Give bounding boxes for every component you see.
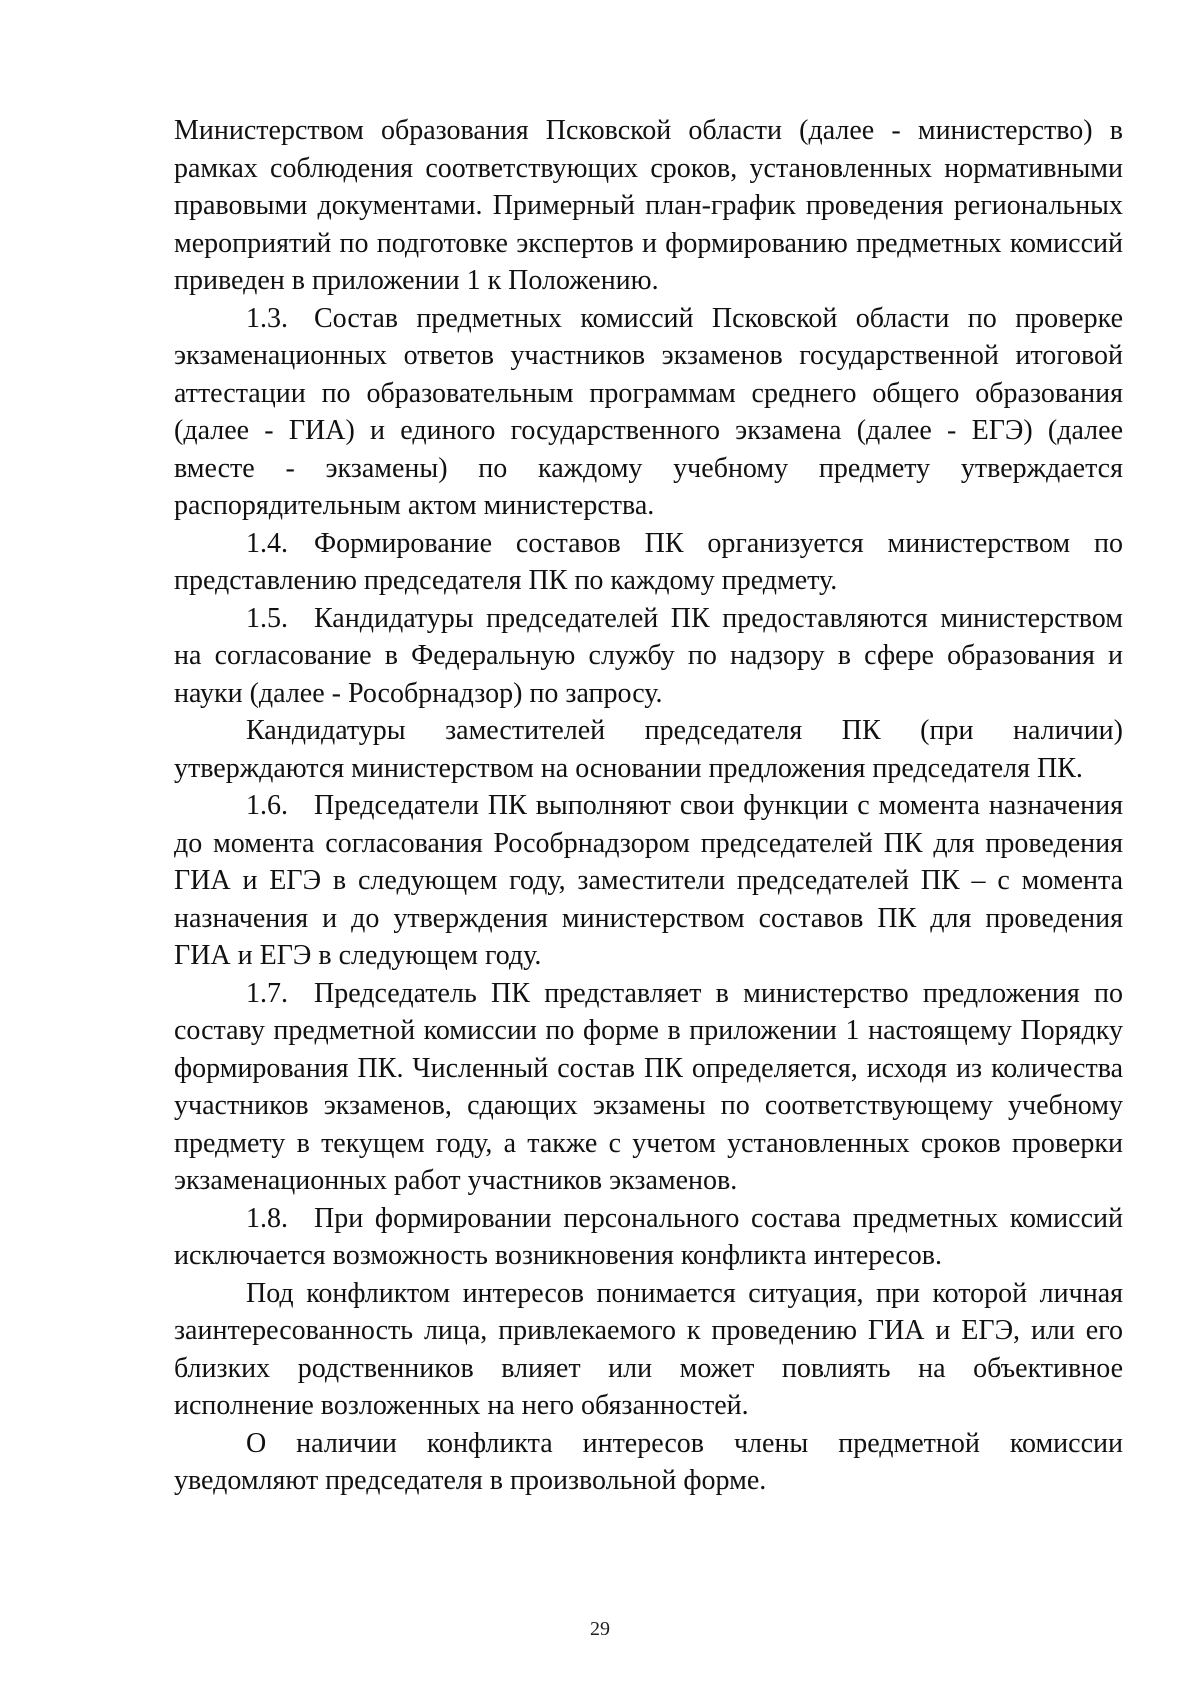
clause-text: Формирование составов ПК организуется министерством по представлению председателя ПК по каждому предмету. xyxy=(174,527,1123,596)
paragraph-1-3 xyxy=(174,300,1123,525)
paragraph-conflict-notice: О наличии конфликта интересов члены предметной комиссии уведомляют председателя в произвольной форме. xyxy=(174,1427,1123,1496)
paragraph-1-6 xyxy=(174,787,1123,975)
document-body xyxy=(174,112,1123,1500)
clause-text: При формировании персонального состава предметных комиссий исключается возможность возникновения конфликта интересов. xyxy=(174,1202,1123,1271)
clause-number: 1.7. xyxy=(246,977,288,1009)
clause-number: 1.3. xyxy=(246,302,288,334)
paragraph-conflict-definition: Под конфликтом интересов понимается ситуация, при которой личная заинтересованность лица, привлекаемого к проведению ГИА и ЕГЭ, или его близких родственников влияет или может повлиять на объективное исполнение возложенных на него обязанностей. xyxy=(174,1277,1123,1421)
paragraph-1-4 xyxy=(174,525,1123,600)
clause-text: Председатели ПК выполняют свои функции с момента назначения до момента согласования Рособрнадзором председателей ПК для проведения ГИА и ЕГЭ в следующем году, заместители председателей ПК – с момента назначения и до утверждения министерством составов ПК для проведения ГИА и ЕГЭ в следующем году. xyxy=(174,790,1123,971)
page-number: 29 xyxy=(590,1618,610,1640)
clause-number: 1.8. xyxy=(246,1202,288,1234)
clause-number: 1.6. xyxy=(246,790,288,821)
paragraph-1-7 xyxy=(174,975,1123,1200)
paragraph-continuation: Министерством образования Псковской области (далее - министерство) в рамках соблюдения соответствующих сроков, установленных нормативными правовыми документами. Примерный план-график проведения региональных мероприятий по подготовке экспертов и формированию предметных комиссий приведен в приложении 1 к Положению. xyxy=(174,115,1123,296)
clause-text: Председатель ПК представляет в министерство предложения по составу предметной комиссии по форме в приложении 1 настоящему Порядку формирования ПК. Численный состав ПК определяется, исходя из количества участников экзаменов, сдающих экзамены по соответствующему учебному предмету в текущем году, а также с учетом установленных сроков проверки экзаменационных работ участников экзаменов. xyxy=(174,977,1123,1196)
paragraph-1-8 xyxy=(174,1200,1123,1275)
clause-text: Кандидатуры председателей ПК предоставляются министерством на согласование в Федеральную службу по надзору в сфере образования и науки (далее - Рособрнадзор) по запросу. xyxy=(174,602,1123,709)
clause-number: 1.5. xyxy=(246,602,288,634)
clause-number: 1.4. xyxy=(246,527,288,559)
paragraph-deputies: Кандидатуры заместителей председателя ПК (при наличии) утверждаются министерством на основании предложения председателя ПК. xyxy=(174,715,1123,784)
paragraph-1-5 xyxy=(174,600,1123,713)
clause-text: Состав предметных комиссий Псковской области по проверке экзаменационных ответов участников экзаменов государственной итоговой аттестации по образовательным программам среднего общего образования (далее - ГИА) и единого государственного экзамена (далее - ЕГЭ) (далее вместе - экзамены) по каждому учебному предмету утверждается распорядительным актом министерства. xyxy=(174,302,1123,521)
